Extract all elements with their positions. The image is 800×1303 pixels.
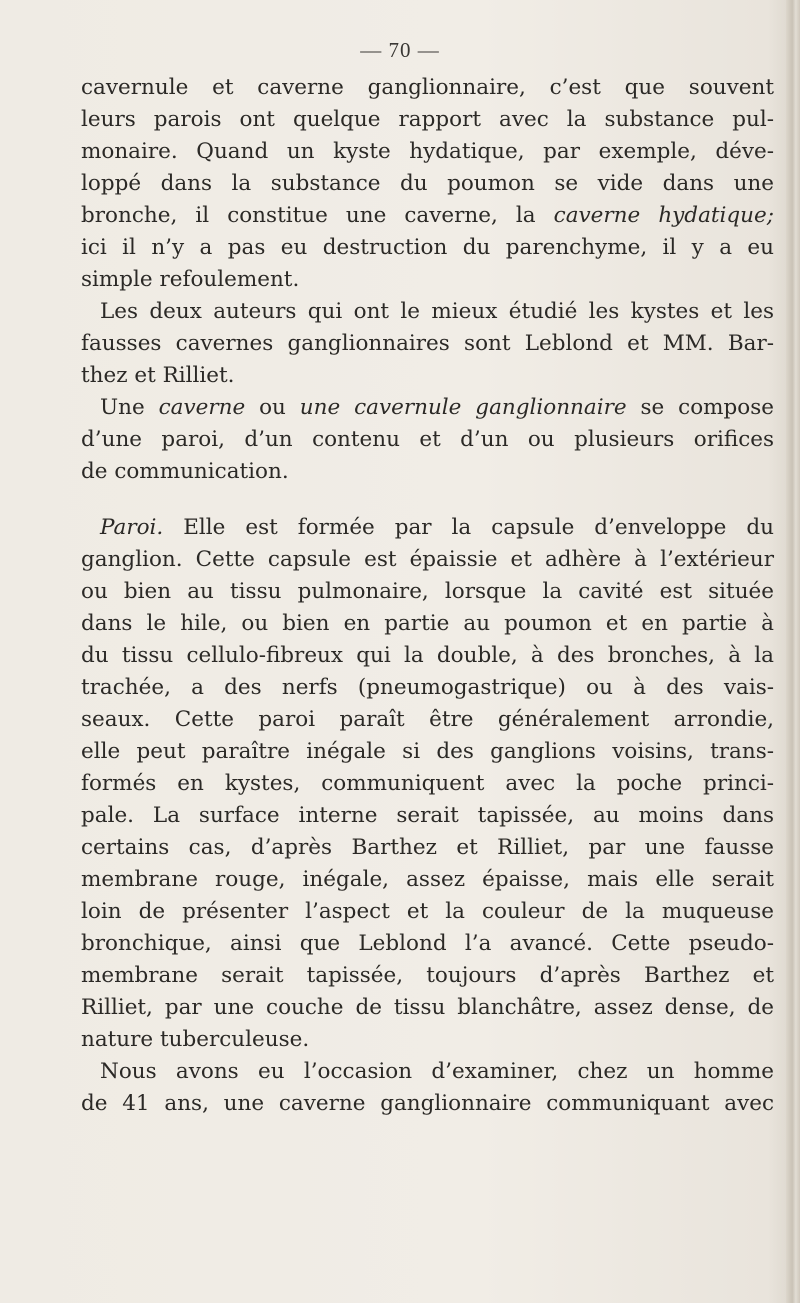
text-line: formés en kystes, communiquent avec la poche princi- bbox=[81, 771, 774, 796]
text-line: de communication. bbox=[81, 459, 289, 484]
text-line: cavernule et caverne ganglionnaire, c’est que souvent bbox=[81, 75, 774, 100]
text-line: fausses cavernes ganglionnaires sont Leblond et MM. Bar- bbox=[81, 331, 774, 356]
text-line: leurs parois ont quelque rapport avec la substance pul- bbox=[81, 107, 774, 132]
text-line: ou bien au tissu pulmonaire, lorsque la cavité est située bbox=[81, 579, 774, 604]
text-run: bronche, il constitue une caverne, la bbox=[81, 203, 554, 228]
paragraph-hydatic-cyst bbox=[81, 72, 774, 296]
text-line: d’une paroi, d’un contenu et d’un ou plusieurs orifices bbox=[81, 427, 774, 452]
italic-heading: Paroi. bbox=[100, 515, 164, 540]
text-line: ganglion. Cette capsule est épaissie et adhère à l’extérieur bbox=[81, 547, 774, 572]
text-line: bronchique, ainsi que Leblond l’a avancé. Cette pseudo- bbox=[81, 931, 774, 956]
text-line bbox=[81, 200, 774, 232]
text-line: dans le hile, ou bien en partie au poumon et en partie à bbox=[81, 611, 774, 636]
text-run: Une bbox=[100, 395, 159, 420]
page-number: — 70 — bbox=[360, 38, 440, 62]
text-line bbox=[81, 392, 774, 424]
text-line: ici il n’y a pas eu destruction du parenchyme, il y a eu bbox=[81, 235, 774, 260]
text-line: thez et Rilliet. bbox=[81, 363, 235, 388]
text-line: de 41 ans, une caverne ganglionnaire communiquant avec bbox=[81, 1091, 774, 1116]
italic-term: une cavernule ganglionnaire bbox=[299, 395, 627, 420]
paragraph-gap bbox=[81, 488, 774, 512]
text-line: nature tuberculeuse. bbox=[81, 1027, 310, 1052]
text-line: simple refoulement. bbox=[81, 267, 300, 292]
text-line: Rilliet, par une couche de tissu blanchâtre, assez dense, de bbox=[81, 995, 774, 1020]
text-line bbox=[81, 512, 774, 544]
paragraph-authors bbox=[81, 296, 774, 392]
text-line: du tissu cellulo-fibreux qui la double, à des bronches, à la bbox=[81, 643, 774, 668]
text-line: monaire. Quand un kyste hydatique, par exemple, déve- bbox=[81, 139, 774, 164]
text-line: Nous avons eu l’occasion d’examiner, chez un homme bbox=[100, 1059, 774, 1084]
text-line: membrane serait tapissée, toujours d’après Barthez et bbox=[81, 963, 774, 988]
text-line: seaux. Cette paroi paraît être généralement arrondie, bbox=[81, 707, 774, 732]
text-line: pale. La surface interne serait tapissée, au moins dans bbox=[81, 803, 774, 828]
text-run: ou bbox=[245, 395, 300, 420]
text-line: loin de présenter l’aspect et la couleur de la muqueuse bbox=[81, 899, 774, 924]
paragraph-observation bbox=[81, 1056, 774, 1120]
text-line: loppé dans la substance du poumon se vide dans une bbox=[81, 171, 774, 196]
text-line: trachée, a des nerfs (pneumogastrique) ou à des vais- bbox=[81, 675, 774, 700]
text-run: se compose bbox=[626, 395, 774, 420]
paragraph-definition bbox=[81, 392, 774, 488]
italic-term: caverne bbox=[158, 395, 246, 420]
page-edge-shadow bbox=[786, 0, 800, 1303]
text-line: membrane rouge, inégale, assez épaisse, mais elle serait bbox=[81, 867, 774, 892]
text-line: Les deux auteurs qui ont le mieux étudié les kystes et les bbox=[100, 299, 774, 324]
text-line: certains cas, d’après Barthez et Rilliet, par une fausse bbox=[81, 835, 774, 860]
page-body-text bbox=[81, 72, 774, 1120]
paragraph-paroi bbox=[81, 512, 774, 1056]
italic-term: caverne hydatique; bbox=[553, 203, 774, 228]
text-run: Elle est formée par la capsule d’enveloppe du bbox=[163, 515, 774, 540]
text-line: elle peut paraître inégale si des ganglions voisins, trans- bbox=[81, 739, 774, 764]
